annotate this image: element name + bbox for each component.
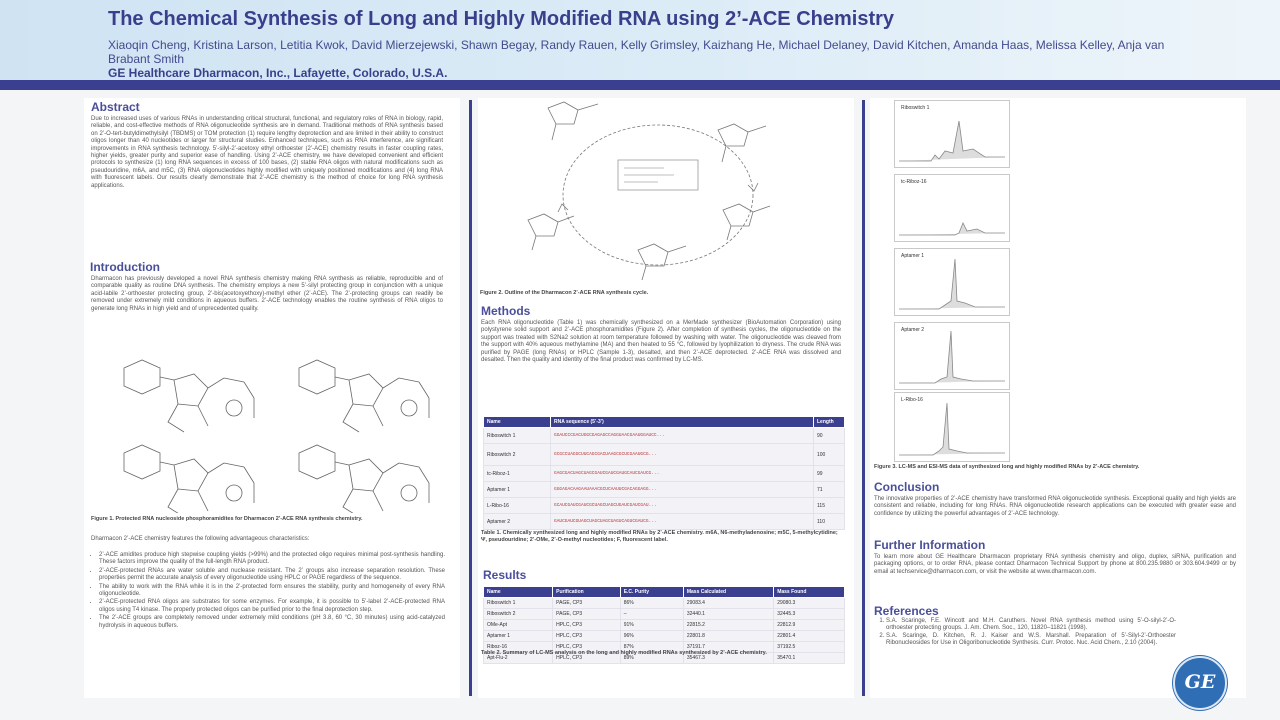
figure3-caption: Figure 3. LC-MS and ESI-MS data of synthesized long and highly modified RNAs by 2’-ACE chemistry. [874, 464, 1140, 470]
references-list [874, 618, 1176, 648]
figure1-caption: Figure 1. Protected RNA nucleoside phosphoramidites for Dharmacon 2’-ACE RNA synthesis chemistry. [91, 516, 363, 522]
table-row: Aptamer 1 HPLC, CP3 96% 22801.8 22801.4 [484, 631, 845, 642]
ge-logo [1173, 656, 1227, 710]
column-left [84, 98, 460, 698]
table-row: L-Ribo-16 GCAUCGAUCGAUCGCUAGCUAGCUGAUCGAUCGAU... 115 [484, 498, 845, 514]
author-list: Xiaoqin Cheng, Kristina Larson, Letitia Kwok, David Mierzejewski, Shawn Begay, Randy Rauen, Kelly Grimsley, Kaizhang He, Michael Delaney, David Kitchen, Amanda Haas, Melissa Kelley, Anja van Brabant Smith [108, 38, 1165, 66]
results-header: Name [484, 587, 553, 598]
poster-title: The Chemical Synthesis of Long and Highly Modified RNA using 2’-ACE Chemistry [108, 8, 895, 30]
amidite-structure-a [124, 360, 254, 432]
introduction-body: Dharmacon has previously developed a novel RNA synthesis chemistry making RNA synthesis as reliable, reproducible and of comparable quality as routine DNA synthesis. The chemistry employs a new 5’-silyl protecting group in conjunction with a unique acid-labile 2’-orthoester protecting group, 2’-bis(acetoxyethoxy)-methyl ether (2’-ACE). The 2’-protecting groups can readily be removed under extremely mild conditions in aqueous buffers. 2’-ACE technology enables the routine synthesis of RNA oligos to generate long RNAs in high yield and of unprecedented quality. [91, 276, 443, 312]
abstract-body: Due to increased uses of various RNAs in understanding critical structural, functional, and regulatory roles of RNA in biology, rapid, reliable, and cost-effective methods of RNA oligonucleotide synthesis are in demand. Traditional methods of RNA synthesis based on 2’-O-tert-butyldimethylsilyl (TBDMS) or TOM protection (1) require lengthy deprotection and are limited in their ability to construct oligos longer than 40 nucleotides or larger for structural studies. Enhanced techniques, such as RNA interference, are significant improvements in RNA synthesis technology. 5’-silyl-2’-acetoxy ethyl orthoester (2’-ACE) chemistry results in faster coupling rates, higher yields, greater purity and superior ease of handling. Using 2’-ACE chemistry, we have developed convenient and efficient protocols to synthesize (1) long RNA sequences in excess of 100 bases, (2) stable RNA oligos with natural modifications such as pseudouridine, m6A, and m5C, (3) RNA oligonucleotides highly modified with uniquely positioned modifications and (4) long RNA with fluorescent labels. Our results clearly demonstrate that 2’-ACE chemistry is the method of choice for long RNA synthesis applications. [91, 116, 443, 189]
table-row: tc-Riboz-1 GAGCGACUAGCUAGCGAUCGAUCGAUGCAUCGAUCG... 99 [484, 466, 845, 482]
abstract-heading: Abstract [91, 100, 140, 114]
header-rule [0, 80, 1280, 90]
conclusion-heading: Conclusion [874, 480, 940, 494]
introduction-heading: Introduction [90, 260, 160, 274]
chromatogram-panel [894, 322, 1010, 390]
cycle-structure-bottom [638, 244, 686, 280]
ge-logo-text: GE [1184, 671, 1216, 693]
table1-caption: Table 1. Chemically synthesized long and highly modified RNAs by 2’-ACE chemistry. m6A, N6-methyladenosine; m5C, 5-methylcytidine; Ψ, pseudouridine; 2’-OMe, 2’-O-methyl nucleotides; F, fluorescent label. [481, 530, 838, 543]
sequence-table [483, 416, 845, 530]
chromatogram-panel [894, 174, 1010, 242]
column-divider-2 [862, 100, 865, 696]
table-row: Riboz-16 HPLC, CP3 87% 37191.7 37192.5 [484, 642, 845, 653]
cycle-structure-left [528, 214, 574, 250]
feature-item: • 2’-ACE-protected RNAs are water soluble and nuclease resistant. The 2’ groups also increase separation resolution. These properties permit the accurate analysis of every oligonucleotide using HPLC or PAGE regardless of the sequence. [99, 568, 445, 583]
table-row: Apt-Flu-2 HPLC, CP3 89% 35467.3 35470.1 [484, 653, 845, 664]
methods-body: Each RNA oligonucleotide (Table 1) was chemically synthesized on a MerMade synthesizer (BioAutomation Corporation) using polystyrene solid support and 2’-ACE phosphoramidites (Figure 2). After completion of synthesis cycles, the oligonucleotide on the support was treated with S2Na2 solution at room temperature followed by washing with water. The oligonucleotide was cleaved from the support with 40% aqueous methylamine (MA) and then heated to 55 °C, followed by lyophilization to dryness. The crude RNA was purified by PAGE (long RNAs) or HPLC (Sample 1-3), desalted, and then 2’-ACE deprotected. 2’-ACE RNA was dissolved and desalted. Then the quality and identity of the final product was confirmed by LC-MS. [481, 320, 841, 364]
poster-header [0, 0, 1280, 80]
synthesis-cycle-diagram [508, 100, 808, 285]
amidite-structure-c [124, 445, 254, 513]
table-row: Aptamer 2 GAUCGAUCGUAGCUAGCUAGCUAGUCAGUCGAUCG... 110 [484, 514, 845, 530]
amidite-structure-d [299, 445, 429, 513]
chromatogram-trace [895, 393, 1009, 461]
table-row: Riboswitch 2 GCGCCUAGGCUUCAGCGACUAAGCGCUCGAAUGCG... 100 [484, 444, 845, 466]
further-info-heading: Further Information [874, 538, 986, 552]
chromatogram-label: Aptamer 1 [901, 253, 925, 259]
results-heading: Results [483, 568, 527, 582]
feature-item: • The 2’-ACE groups are completely removed under extremely mild conditions (pH 3.8, 60 °C, 30 minutes) using acid-catalyzed hydrolysis in aqueous buffers. [99, 615, 445, 630]
reference-item: 1. S.A. Scaringe, F.E. Wincott and M.H. Caruthers. Novel RNA synthesis method using 5’-O-silyl-2’-O-orthoester protecting groups. J. Am. Chem. Soc., 120, 11820–11821 (1998). [886, 618, 1176, 633]
chromatogram-label: L-Ribo-16 [901, 397, 923, 403]
amidite-structure-b [299, 360, 429, 432]
table-row: Riboswitch 2 PAGE, CP3 – 32440.1 32445.3 [484, 609, 845, 620]
methods-heading: Methods [481, 304, 531, 318]
table-row: Riboswitch 1 GGAUCCCGACUGGCGAGAGCCAGGUAACGAAUGGAUCC... 90 [484, 428, 845, 444]
chromatogram-label: Riboswitch 1 [901, 105, 930, 111]
conclusion-body: The innovative properties of 2’-ACE chemistry have transformed RNA oligonucleotide synthesis. Exceptional quality and high yields are consistent and reliable, including for long RNAs. RNA oligonucleotide research applications can be executed with greater ease and confidence by utilizing the powerful advantages of 2’-ACE technology. [874, 496, 1236, 517]
chromatogram-label: Aptamer 2 [901, 327, 925, 333]
features-intro: Dharmacon 2’-ACE chemistry features the following advantageous characteristics: [91, 536, 310, 542]
table2-caption: Table 2. Summary of LC-MS analysis on the long and highly modified RNAs synthesized by 2’-ACE chemistry. [481, 650, 767, 656]
table1-header-length: Length [814, 417, 845, 428]
cycle-structure-top [548, 102, 598, 140]
results-header: Mass Found [774, 587, 845, 598]
chromatogram-label: tc-Riboz-16 [901, 179, 927, 185]
feature-item: • The ability to work with the RNA while it is in the 2’-protected form ensures the stability, purity and homogeneity of every RNA oligonucleotide. [99, 584, 445, 599]
figure2-caption: Figure 2. Outline of the Dharmacon 2’-ACE RNA synthesis cycle. [480, 290, 649, 296]
affiliation: GE Healthcare Dharmacon, Inc., Lafayette, Colorado, U.S.A. [108, 66, 448, 80]
table-row: OMe-Apt HPLC, CP3 91% 22815.2 22812.9 [484, 620, 845, 631]
references-heading: References [874, 604, 939, 618]
column-divider-1 [469, 100, 472, 696]
table-row: Riboswitch 1 PAGE, CP3 86% 29083.4 29080.3 [484, 598, 845, 609]
amidite-structures-figure [104, 348, 444, 513]
table1-header-sequence: RNA sequence (5’-3’) [551, 417, 814, 428]
table1-header-name: Name [484, 417, 551, 428]
cycle-structure-right-top [718, 124, 766, 162]
further-info-body: To learn more about GE Healthcare Dharmacon proprietary RNA synthesis chemistry and oligo, duplex, siRNA, purification and packaging options, or to order RNA, please contact Dharmacon Technical Support by phone at 800.235.9880 or 303.604.9499 or by email at techservice@dharmacon.com, or visit the website at www.dharmacon.com. [874, 554, 1236, 575]
feature-item: • 2’-ACE amidites produce high stepwise coupling yields (>99%) and the protected oligo requires minimal post-synthesis handling. These factors improve the quality of the full-length RNA product. [99, 552, 445, 567]
features-list [91, 552, 445, 631]
feature-item: • 2’-ACE-protected RNA oligos are substrates for some enzymes. For example, it is possible to 5’-label 2’-ACE-protected RNA oligos using T4 kinase. The properly protected oligos can be purified prior to the final deprotection step. [99, 599, 445, 614]
column-middle [478, 98, 854, 698]
table-row: Aptamer 1 GGGAGACAAGAAUAAACGCUCAAUUCGACAGGAGG... 71 [484, 482, 845, 498]
results-header: Mass Calculated [683, 587, 773, 598]
chromatogram-panel [894, 392, 1010, 462]
cycle-structure-right [723, 204, 770, 240]
results-header: E.C. Purity [620, 587, 683, 598]
chromatogram-panel [894, 248, 1010, 316]
results-header: Purification [553, 587, 621, 598]
chromatogram-panel [894, 100, 1010, 168]
reference-item: 2. S.A. Scaringe, D. Kitchen, R. J. Kaiser and W.S. Marshall. Preparation of 5’-Silyl-2’-Orthoester Ribonucleosides for Use in Oligoribonucleotide Synthesis. Curr. Protoc. Nuc. Acid Chem., 2.10 (2004). [886, 633, 1176, 648]
